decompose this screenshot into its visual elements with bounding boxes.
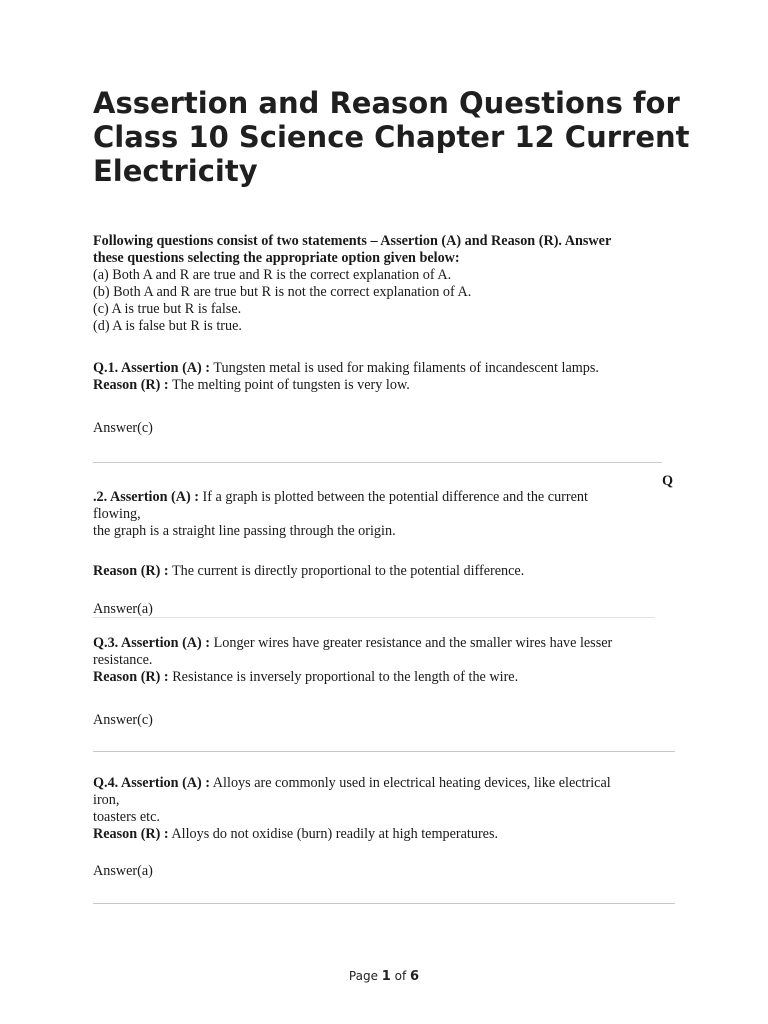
option-d: (d) A is false but R is true. bbox=[93, 318, 242, 334]
intro-bold-line-2: these questions selecting the appropriate option given below: bbox=[93, 250, 460, 266]
q2-reason: Reason (R) : The current is directly proportional to the potential difference. bbox=[93, 563, 525, 579]
q4-label: Q.4. Assertion (A) : bbox=[93, 775, 211, 791]
q3-reason: Reason (R) : Resistance is inversely proportional to the length of the wire. bbox=[93, 669, 519, 685]
divider-3 bbox=[93, 751, 675, 752]
q3-label: Q.3. Assertion (A) : bbox=[93, 635, 211, 651]
question-3: Q.3. Assertion (A) : Longer wires have greater resistance and the smaller wires have lesser resistance. Reason (R) : Resistance is inversely proportional to the length of the wire. bbox=[93, 635, 613, 685]
q2-q-fragment: Q bbox=[662, 473, 674, 489]
q2-reason-label: Reason (R) : bbox=[93, 563, 169, 579]
divider-4 bbox=[93, 903, 675, 904]
current-page: 1 bbox=[381, 969, 391, 984]
q2-assertion: .2. Assertion (A) : If a graph is plotted between the potential difference and the current bbox=[93, 489, 588, 505]
question-1 bbox=[93, 360, 599, 394]
intro-instructions bbox=[93, 233, 611, 335]
option-a: (a) Both A and R are true and R is the correct explanation of A. bbox=[93, 267, 452, 283]
q3-answer: Answer(c) bbox=[93, 712, 153, 728]
divider-2 bbox=[93, 617, 655, 618]
intro-bold-line-1: Following questions consist of two statements – Assertion (A) and Reason (R). Answer bbox=[93, 233, 612, 249]
q3-assertion: Q.3. Assertion (A) : Longer wires have greater resistance and the smaller wires have lesser bbox=[93, 635, 613, 651]
q1-label: Q.1. Assertion (A) : bbox=[93, 360, 211, 376]
option-b: (b) Both A and R are true but R is not the correct explanation of A. bbox=[93, 284, 472, 300]
q4-reason-label: Reason (R) : bbox=[93, 826, 169, 842]
page-number: Page 1 of 6 bbox=[348, 969, 420, 984]
q4-assertion: Q.4. Assertion (A) : Alloys are commonly used in electrical heating devices, like electrical bbox=[93, 775, 611, 791]
page-title: Assertion and Reason Questions for Class 10 Science Chapter 12 Current Electricity bbox=[93, 86, 720, 188]
q1-assertion: Q.1. Assertion (A) : Tungsten metal is used for making filaments of incandescent lamps. bbox=[93, 360, 599, 376]
total-pages: 6 bbox=[410, 969, 420, 984]
question-2: .2. Assertion (A) : If a graph is plotted between the potential difference and the current flowing, the graph is a straight line passing through the origin. bbox=[93, 489, 588, 539]
question-4: Q.4. Assertion (A) : Alloys are commonly used in electrical heating devices, like electrical iron, toasters etc. Reason (R) : Alloys do not oxidise (burn) readily at high temperatures. bbox=[93, 775, 611, 842]
option-c: (c) A is true but R is false. bbox=[93, 301, 242, 317]
q3-reason-label: Reason (R) : bbox=[93, 669, 169, 685]
q4-answer: Answer(a) bbox=[93, 863, 153, 879]
q2-label: .2. Assertion (A) : bbox=[93, 489, 199, 505]
q1-reason: Reason (R) : The melting point of tungsten is very low. bbox=[93, 377, 410, 393]
q1-answer: Answer(c) bbox=[93, 420, 153, 436]
divider-1 bbox=[93, 462, 662, 463]
q1-reason-label: Reason (R) : bbox=[93, 377, 169, 393]
q2-answer: Answer(a) bbox=[93, 601, 153, 617]
q4-reason: Reason (R) : Alloys do not oxidise (burn) readily at high temperatures. bbox=[93, 826, 499, 842]
